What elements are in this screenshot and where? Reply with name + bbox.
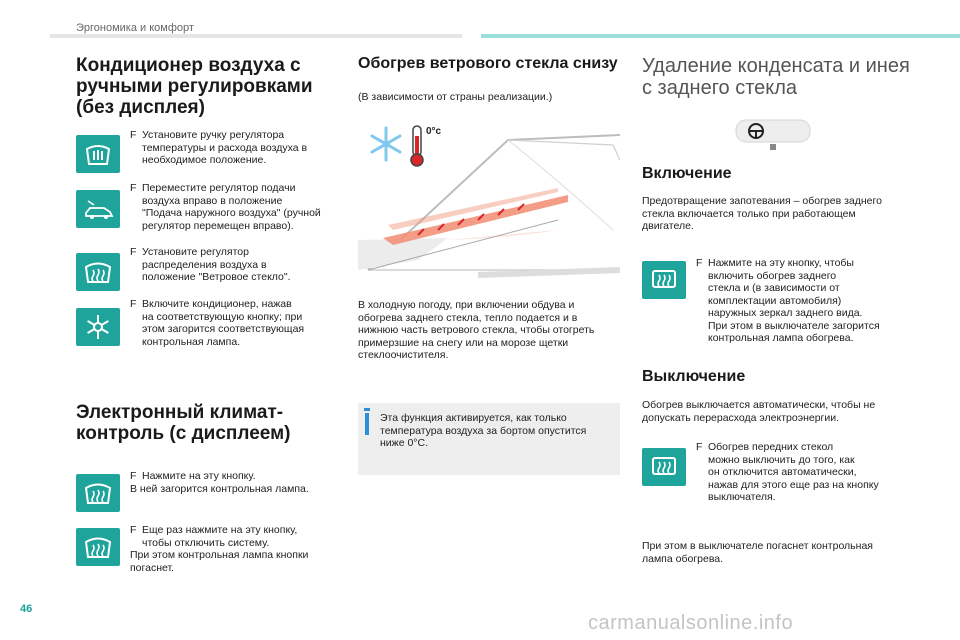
button-rear-window-off[interactable]: [642, 448, 686, 486]
ac-snowflake-icon: [84, 313, 112, 341]
button-air-intake[interactable]: [76, 190, 120, 228]
heading-switch-on: Включение: [642, 165, 732, 182]
windshield-defrost-icon: [84, 479, 112, 507]
header-rule-right: [481, 34, 960, 38]
heading-manual-ac: Кондиционер воздуха с ручными регулировками (без дисплея): [76, 55, 313, 118]
info-icon: [364, 408, 370, 411]
heading-windshield-heating: Обогрев ветрового стекла снизу: [358, 55, 618, 72]
info-note: Эта функция активируется, как только температура воздуха за бортом опустится ниже 0°C.: [358, 403, 620, 475]
heat-arrows: [383, 188, 568, 245]
paragraph-lamp-off: При этом в выключателе погаснет контрольная лампа обогрева.: [642, 540, 873, 565]
heading-climate-control: Электронный климат-контроль (с дисплеем): [76, 402, 291, 444]
rear-defrost-icon: [650, 266, 678, 294]
car-air-recirculation-icon: [84, 195, 114, 223]
button-ac[interactable]: [76, 308, 120, 346]
rear-defrost-icon: [650, 453, 678, 481]
paragraph-cold-weather: В холодную погоду, при включении обдува и обогрева заднего стекла, тепло подается и в нижнюю часть ветрового стекла, чтобы отогреть примерзшие на снегу или на морозе щетки стеклоочистителя.: [358, 299, 595, 361]
button-climate-on[interactable]: [76, 474, 120, 512]
windshield-defrost-icon: [84, 258, 112, 286]
heading-rear-defrost: Удаление конденсата и инея с заднего стекла: [642, 55, 910, 99]
button-rear-defrost[interactable]: [76, 135, 120, 173]
paragraph-switch-off: Обогрев выключается автоматически, чтобы не допускать перерасхода электроэнергии.: [642, 399, 876, 424]
button-windshield-mode[interactable]: [76, 253, 120, 291]
column-manual-ac: [76, 55, 346, 118]
windshield-illustration: [358, 120, 620, 290]
windshield-defrost-icon: [84, 533, 112, 561]
header-rule-left: [50, 34, 462, 38]
subtitle-availability: (В зависимости от страны реализации.): [358, 91, 553, 103]
rear-defrost-icon: [84, 140, 112, 168]
thermometer-icon: [411, 126, 423, 166]
temperature-label: 0°c: [426, 126, 442, 137]
column-climate-control: [76, 402, 346, 444]
button-climate-off[interactable]: [76, 528, 120, 566]
column-rear-defrost: [642, 55, 912, 99]
page-number: 46: [20, 603, 33, 615]
heading-switch-off: Выключение: [642, 368, 746, 385]
paragraph-switch-on: Предотвращение запотевания – обогрев заднего стекла включается только при работающем двигателе.: [642, 195, 882, 232]
snowflake-icon: [372, 128, 400, 160]
rear-mirror-illustration: [734, 116, 814, 152]
section-title: Эргономика и комфорт: [76, 22, 194, 34]
button-rear-window-defrost[interactable]: [642, 261, 686, 299]
watermark: carmanualsonline.info: [588, 612, 794, 634]
column-windshield-heating: [358, 55, 620, 103]
